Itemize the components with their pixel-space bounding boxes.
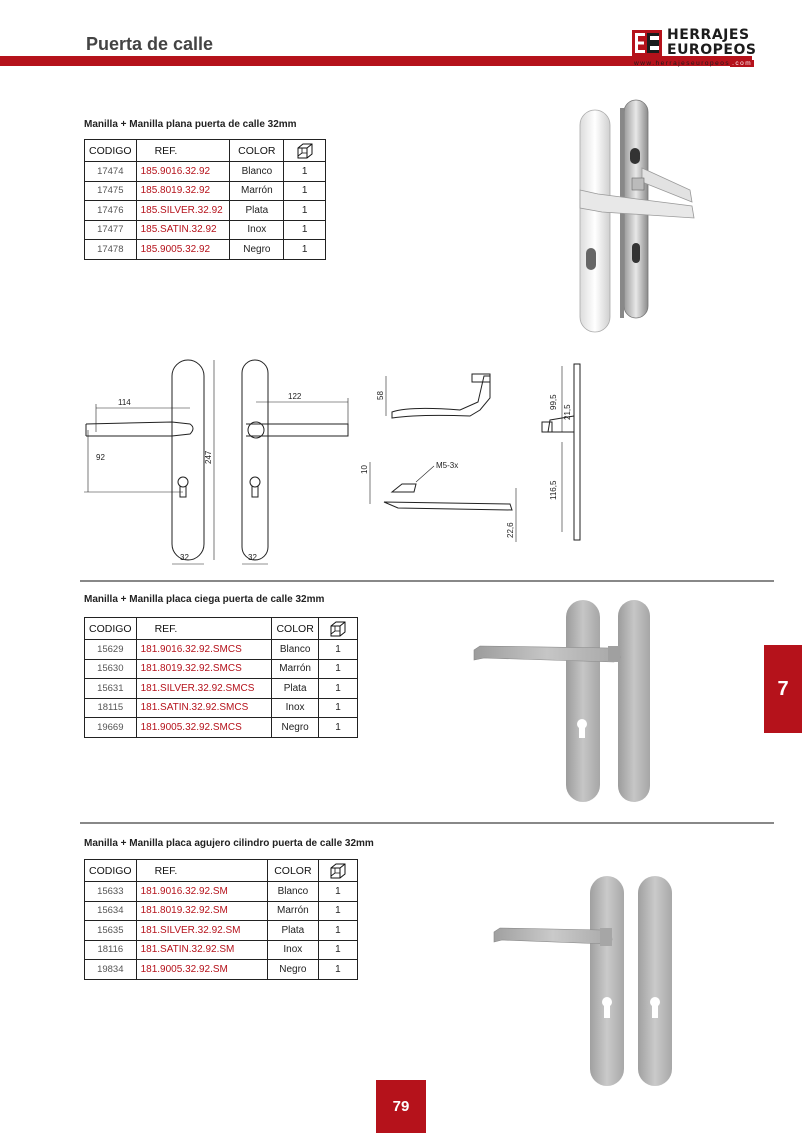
dim-m5: M5-3x [436, 461, 459, 470]
dim-32a: 32 [180, 553, 189, 562]
cell-color: Blanco [272, 640, 319, 660]
cell-ref: 181.SATIN.32.92.SMCS [136, 698, 272, 718]
cell-color: Plata [272, 679, 319, 699]
table-row [85, 901, 358, 921]
product-photo-blind-plate [470, 598, 670, 804]
table-row [85, 679, 358, 699]
table-row [85, 640, 358, 660]
cell-codigo: 17474 [85, 162, 137, 182]
cell-ref: 181.9005.32.92.SMCS [136, 718, 272, 738]
section-divider [80, 580, 774, 582]
section-1-title: Manilla + Manilla plana puerta de calle 32mm [84, 119, 297, 130]
cell-color: Marrón [230, 181, 284, 201]
col-codigo: CODIGO [85, 860, 137, 882]
col-codigo: CODIGO [85, 140, 137, 162]
cell-color: Negro [272, 718, 319, 738]
table-row [85, 162, 326, 182]
cell-codigo: 19669 [85, 718, 137, 738]
cell-codigo: 18116 [85, 940, 137, 960]
cell-ref: 185.8019.32.92 [136, 181, 230, 201]
col-color: COLOR [268, 860, 319, 882]
table-row [85, 659, 358, 679]
cell-qty: 1 [319, 679, 358, 699]
col-qty [284, 140, 326, 162]
dim-22-6: 22,6 [506, 522, 515, 538]
col-ref: REF. [136, 860, 267, 882]
cell-qty: 1 [319, 718, 358, 738]
cell-codigo: 17477 [85, 220, 137, 240]
product-photo-cylinder-plate [492, 872, 682, 1090]
cell-qty: 1 [284, 162, 326, 182]
table-header-row [85, 860, 358, 882]
cell-qty: 1 [318, 921, 357, 941]
dim-116-5: 116,5 [549, 480, 558, 500]
dim-21-5: 21,5 [563, 404, 572, 420]
cell-color: Inox [230, 220, 284, 240]
dim-114: 114 [118, 398, 131, 407]
cell-color: Marrón [272, 659, 319, 679]
cell-codigo: 17476 [85, 201, 137, 221]
cell-color: Blanco [268, 882, 319, 902]
cell-color: Inox [272, 698, 319, 718]
cell-qty: 1 [318, 901, 357, 921]
table-row [85, 220, 326, 240]
col-codigo: CODIGO [85, 618, 137, 640]
cell-ref: 181.SILVER.32.92.SMCS [136, 679, 272, 699]
cell-codigo: 15633 [85, 882, 137, 902]
col-ref: REF. [136, 140, 230, 162]
box-icon [295, 142, 315, 160]
cell-color: Plata [230, 201, 284, 221]
table-row [85, 698, 358, 718]
brand-name [667, 28, 756, 58]
col-qty [319, 618, 358, 640]
cell-ref: 185.9016.32.92 [136, 162, 230, 182]
dim-58: 58 [376, 391, 385, 400]
cell-color: Marrón [268, 901, 319, 921]
brand-logo-icon [632, 30, 662, 56]
cell-color: Negro [230, 240, 284, 260]
table-row [85, 201, 326, 221]
table-header-row [85, 140, 326, 162]
cell-ref: 185.9005.32.92 [136, 240, 230, 260]
col-color: COLOR [272, 618, 319, 640]
dim-122: 122 [288, 392, 302, 401]
chapter-tab: 7 [764, 645, 802, 733]
dim-99-5: 99,5 [549, 394, 558, 410]
cell-qty: 1 [318, 882, 357, 902]
product-table-2 [84, 617, 358, 738]
col-qty [318, 860, 357, 882]
cell-ref: 185.SILVER.32.92 [136, 201, 230, 221]
cell-qty: 1 [319, 659, 358, 679]
dim-10: 10 [360, 465, 369, 474]
brand-url-main: www.herrajeseuropeos [634, 60, 731, 67]
table-header-row [85, 618, 358, 640]
cell-color: Plata [268, 921, 319, 941]
cell-codigo: 17478 [85, 240, 137, 260]
col-color: COLOR [230, 140, 284, 162]
cell-color: Negro [268, 960, 319, 980]
box-icon [328, 862, 348, 880]
table-row [85, 960, 358, 980]
dim-32b: 32 [248, 553, 257, 562]
dim-247: 247 [204, 450, 213, 464]
technical-drawing [80, 352, 600, 577]
product-photo-handle-white [572, 98, 702, 338]
section-3-title: Manilla + Manilla placa agujero cilindro puerta de calle 32mm [84, 838, 374, 849]
cell-color: Inox [268, 940, 319, 960]
cell-codigo: 15630 [85, 659, 137, 679]
cell-codigo: 18115 [85, 698, 137, 718]
col-ref: REF. [136, 618, 272, 640]
section-divider [80, 822, 774, 824]
product-table-1 [84, 139, 326, 260]
brand-line-2: EUROPEOS [667, 42, 757, 58]
cell-ref: 181.9016.32.92.SMCS [136, 640, 272, 660]
cell-codigo: 19834 [85, 960, 137, 980]
cell-qty: 1 [318, 940, 357, 960]
cell-ref: 181.8019.32.92.SM [136, 901, 267, 921]
dim-92: 92 [96, 453, 105, 462]
brand-url-tld: .com [732, 60, 753, 67]
cell-codigo: 17475 [85, 181, 137, 201]
cell-ref: 181.SILVER.32.92.SM [136, 921, 267, 941]
box-icon [328, 620, 348, 638]
cell-qty: 1 [284, 181, 326, 201]
cell-ref: 181.9016.32.92.SM [136, 882, 267, 902]
cell-qty: 1 [318, 960, 357, 980]
table-row [85, 718, 358, 738]
cell-qty: 1 [284, 201, 326, 221]
cell-ref: 181.9005.32.92.SM [136, 960, 267, 980]
cell-codigo: 15634 [85, 901, 137, 921]
cell-qty: 1 [284, 220, 326, 240]
table-row [85, 181, 326, 201]
section-2-title: Manilla + Manilla placa ciega puerta de calle 32mm [84, 594, 325, 605]
cell-ref: 181.SATIN.32.92.SM [136, 940, 267, 960]
table-row [85, 882, 358, 902]
table-row [85, 240, 326, 260]
page-number: 79 [376, 1080, 426, 1133]
product-table-3 [84, 859, 358, 980]
cell-codigo: 15631 [85, 679, 137, 699]
page-title: Puerta de calle [86, 34, 214, 54]
cell-ref: 181.8019.32.92.SMCS [136, 659, 272, 679]
brand-url [634, 60, 754, 67]
cell-codigo: 15629 [85, 640, 137, 660]
cell-qty: 1 [319, 640, 358, 660]
table-row [85, 940, 358, 960]
cell-qty: 1 [319, 698, 358, 718]
table-row [85, 921, 358, 941]
brand-line-1: HERRAJES [667, 27, 750, 43]
cell-ref: 185.SATIN.32.92 [136, 220, 230, 240]
cell-qty: 1 [284, 240, 326, 260]
cell-color: Blanco [230, 162, 284, 182]
cell-codigo: 15635 [85, 921, 137, 941]
